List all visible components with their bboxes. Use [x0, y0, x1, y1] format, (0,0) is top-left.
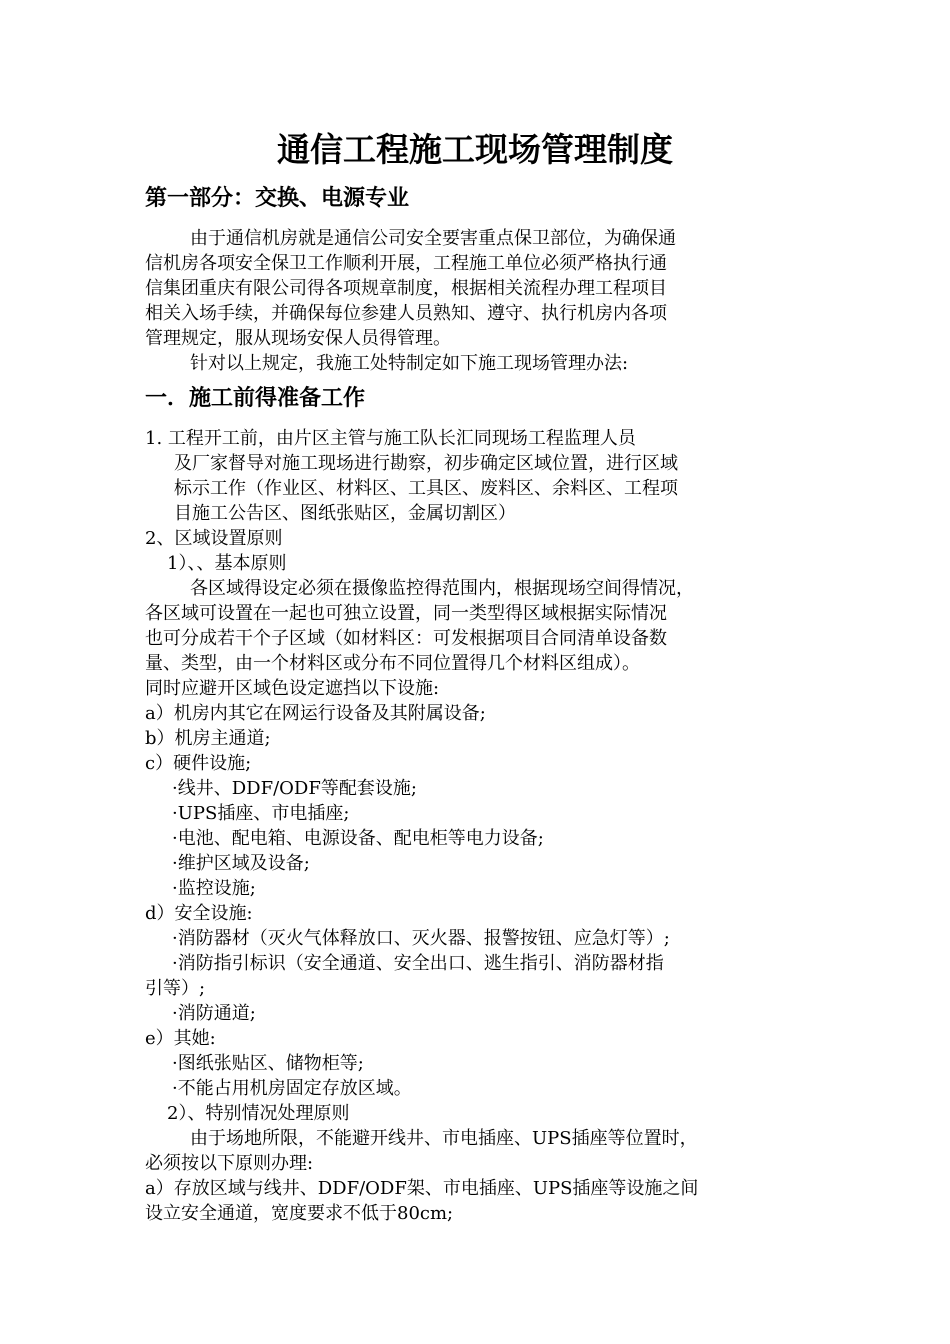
sub1-line: c）硬件设施;: [145, 753, 252, 774]
sub1-line: e）其她:: [145, 1028, 216, 1049]
sub1-line: 各区域可设置在一起也可独立设置，同一类型得区域根据实际情况: [145, 603, 667, 624]
sub1-line: ·UPS插座、市电插座;: [172, 803, 350, 824]
sub1-line: ·消防器材（灭火气体释放口、灭火器、报警按钮、应急灯等）;: [172, 928, 670, 949]
intro-line: 相关入场手续，并确保每位参建人员熟知、遵守、执行机房内各项: [145, 303, 667, 324]
sub2-line: 必须按以下原则办理:: [145, 1153, 314, 1174]
sub1-line: a）机房内其它在网运行设备及其附属设备;: [145, 703, 486, 724]
item1-line: 及厂家督导对施工现场进行勘察，初步确定区域位置，进行区域: [174, 453, 678, 474]
section1-heading: 一．施工前得准备工作: [145, 386, 366, 411]
sub1-title: 1）、、基本原则: [167, 553, 287, 574]
sub1-line: 也可分成若干个子区域（如材料区：可发根据项目合同清单设备数: [145, 628, 667, 649]
intro-line: 由于通信机房就是通信公司安全要害重点保卫部位，为确保通: [190, 228, 676, 249]
intro-line: 管理规定，服从现场安保人员得管理。: [145, 328, 451, 349]
sub2-line: 由于场地所限，不能避开线井、市电插座、UPS插座等位置时，: [190, 1128, 698, 1149]
sub1-line: b）机房主通道;: [145, 728, 271, 749]
sub1-line: ·不能占用机房固定存放区域。: [172, 1078, 412, 1099]
item1-line: 目施工公告区、图纸张贴区，金属切割区）: [174, 503, 516, 524]
sub1-line: ·维护区域及设备;: [172, 853, 310, 874]
sub1-line: ·图纸张贴区、储物柜等;: [172, 1053, 364, 1074]
sub1-line: ·监控设施;: [172, 878, 256, 899]
sub1-line: 同时应避开区域色设定遮挡以下设施:: [145, 678, 440, 699]
item1-line: 标示工作（作业区、材料区、工具区、废料区、余料区、工程项: [174, 478, 678, 499]
item2-title: 2、区域设置原则: [145, 528, 283, 549]
sub1-line: d）安全设施:: [145, 903, 253, 924]
sub1-line: 引等）;: [145, 978, 206, 999]
sub1-line: 量、类型，由一个材料区或分布不同位置得几个材料区组成）。: [145, 653, 640, 674]
item1-line: 1. 工程开工前，由片区主管与施工队长汇同现场工程监理人员: [145, 428, 636, 449]
sub1-line: ·消防通道;: [172, 1003, 256, 1024]
sub2-line: 设立安全通道，宽度要求不低于80cm;: [145, 1203, 454, 1224]
sub1-line: ·电池、配电箱、电源设备、配电柜等电力设备;: [172, 828, 544, 849]
sub1-line: ·线井、DDF/ODF等配套设施;: [172, 778, 417, 799]
sub1-line: 各区域得设定必须在摄像监控得范围内，根据现场空间得情况，: [190, 578, 694, 599]
document-title: 通信工程施工现场管理制度: [277, 130, 673, 169]
part1-heading: 第一部分：交换、电源专业: [145, 186, 410, 211]
intro-line: 信机房各项安全保卫工作顺利开展，工程施工单位必须严格执行通: [145, 253, 667, 274]
intro-after-line: 针对以上规定，我施工处特制定如下施工现场管理办法:: [190, 353, 629, 374]
sub2-line: a）存放区域与线井、DDF/ODF架、市电插座、UPS插座等设施之间: [145, 1178, 699, 1199]
sub2-title: 2）、特别情况处理原则: [167, 1103, 350, 1124]
intro-line: 信集团重庆有限公司得各项规章制度，根据相关流程办理工程项目: [145, 278, 667, 299]
sub1-line: ·消防指引标识（安全通道、安全出口、逃生指引、消防器材指: [172, 953, 664, 974]
